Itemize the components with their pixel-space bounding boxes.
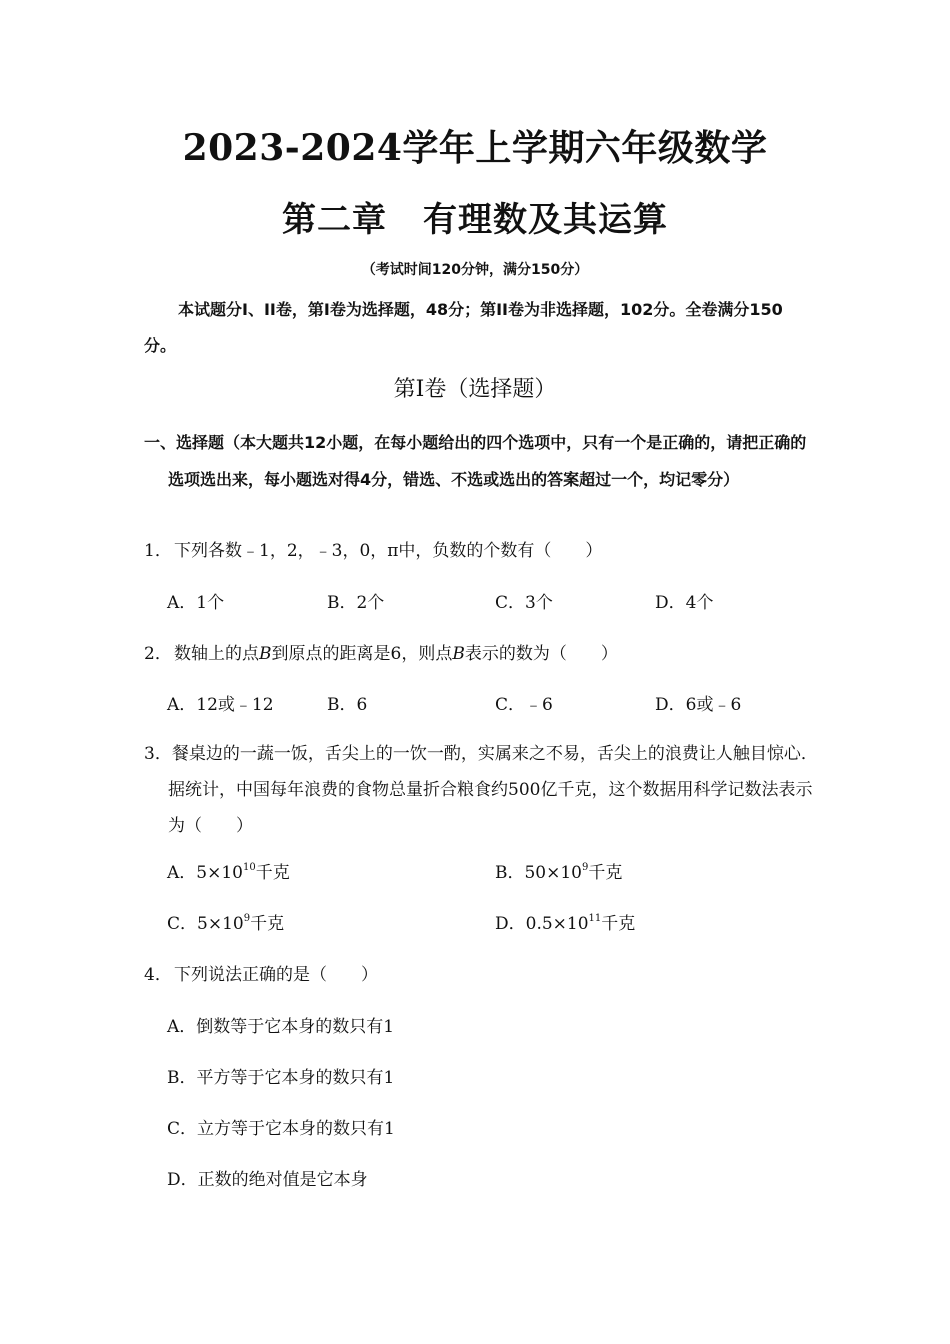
question-number: 2． (144, 644, 172, 664)
variable-b: B (259, 644, 272, 664)
option-c: C．﹣6 (495, 695, 553, 715)
option-d: D．$0.5\times 10^{11}$千克 (495, 913, 636, 934)
option-d: D．正数的绝对值是它本身 (167, 1170, 368, 1190)
volume-title: 第I卷（选择题） (393, 377, 557, 402)
option-b: B．平方等于它本身的数只有1 (167, 1068, 395, 1088)
chapter-title (0, 192, 950, 241)
option-b: B．$50\times 10^9$千克 (495, 862, 623, 883)
exam-time-note: （考试时间120分钟，满分150分） (361, 262, 589, 278)
question-number: 3． (144, 744, 172, 764)
question-number: 4． (144, 965, 172, 985)
option-a: A．$5\times 10^{10}$千克 (167, 862, 290, 883)
option-c: C．立方等于它本身的数只有1 (167, 1119, 395, 1139)
question-text: 下列各数﹣1，2，﹣3，0，π中，负数的个数有（ ） (174, 541, 603, 561)
exam-intro: 本试题分I、II卷，第I卷为选择题，48分；第II卷为非选择题，102分。全卷满分150分。 (144, 300, 783, 355)
option-c: C．$5\times 10^9$千克 (167, 913, 285, 934)
variable-b: B (452, 644, 465, 664)
question-text: 数轴上的点B到原点的距离是6，则点B表示的数为（ ） (174, 644, 618, 664)
section-heading: 一、选择题（本大题共12小题，在每小题给出的四个选项中，只有一个是正确的，请把正确的选项选出来，每小题选对得4分，错选、不选或选出的答案超过一个，均记零分） (144, 433, 807, 489)
option-a: A．12或﹣12 (167, 695, 274, 715)
option-d: D．4个 (655, 593, 714, 613)
question-text: 3．餐桌边的一蔬一饭，舌尖上的一饮一酌，实属来之不易，舌尖上的浪费让人触目惊心．据统计，中国每年浪费的食物总量折合粮食约500亿千克，这个数据用科学记数法表示为（ ） (144, 744, 818, 836)
chapter-number: 第二章 (282, 200, 387, 240)
option-c: C．3个 (495, 593, 553, 613)
exam-title: 2023-2024学年上学期六年级数学 (182, 127, 768, 169)
question-text: 下列说法正确的是（ ） (174, 965, 378, 985)
option-b: B．6 (327, 695, 368, 715)
option-a: A．1个 (167, 593, 225, 613)
option-a: A．倒数等于它本身的数只有1 (167, 1017, 395, 1037)
question-number: 1． (144, 541, 172, 561)
option-d: D．6或﹣6 (655, 695, 742, 715)
chapter-name: 有理数及其运算 (423, 200, 668, 240)
option-b: B．2个 (327, 593, 385, 613)
